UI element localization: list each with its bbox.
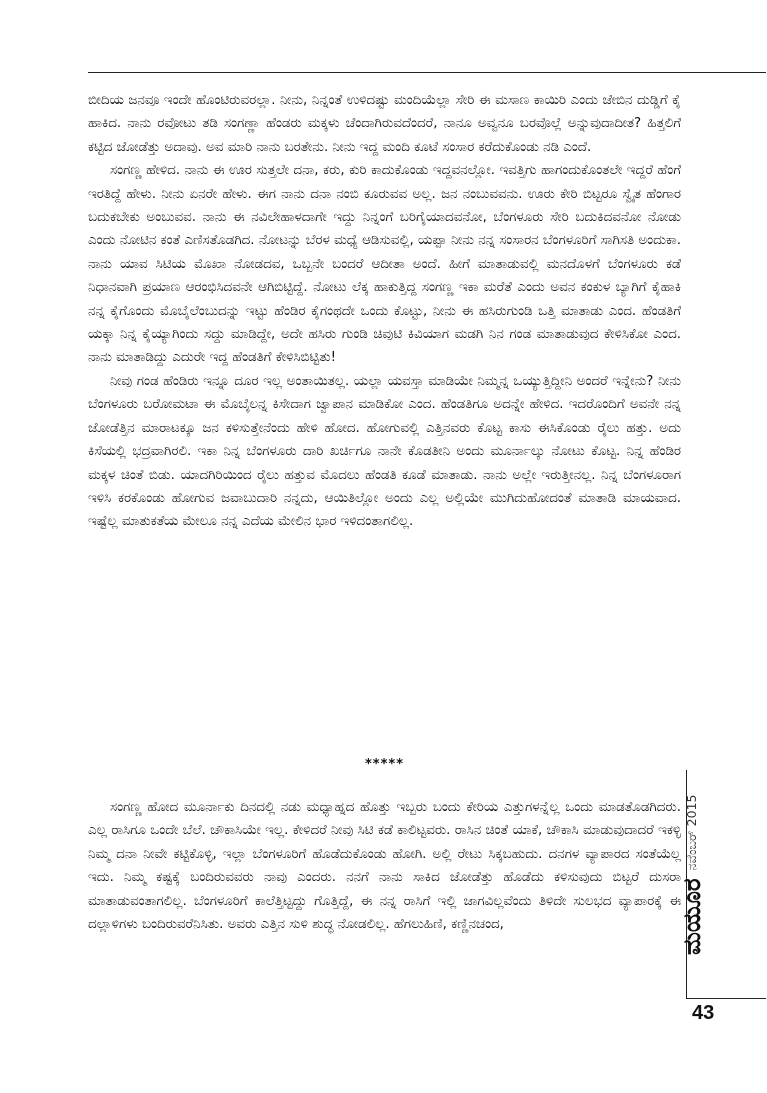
paragraph: ಸಂಗಣ್ಣ ಹೇಳಿದ. ನಾನು ಈ ಊರ ಸುತ್ತಲೇ ದನಾ, ಕರು, ಕುರಿ ಕಾದುಕೊಂಡು ಇದ್ದವನಲ್ಲೋ. ಇವತ್ತಿಗು ಹಾಗಂದುಕೊಂತಲೇ ಇದ್ದರೆ ಹೆಂಗೆ ಇರತಿದ್ದೆ ಹೇಳು. ನೀನು ಏನರೇ ಹೇಳು. ಈಗ ನಾನು ದನಾ ನಂಬಿ ಕೂರುವವ ಅಲ್ಲ. ಜನ ನಂಬುವವನು. ಊರು ಕೇರಿ ಬಿಟ್ಟರೂ ಸ್ವೈತ ಹೆಂಗಾರ ಬದುಕಬೇಕು ಅಂಬುವವ. ನಾನು ಈ ನವಿಲೇಹಾಳದಾಗೇ ಇದ್ದು ನಿನ್ನಂಗೆ ಬರಿಗೈಯಾದವನೋ, ಬೆಂಗಳೂರು ಸೇರಿ ಬದುಕಿದವನೋ ನೋಡು ಎಂದು ನೋಟಿನ ಕಂತೆ ಎಣಿಸತೊಡಗಿದ. ನೋಟನ್ನು ಬೆರಳ ಮಧ್ಯೆ ಆಡಿಸುವಲ್ಲಿ, ಯಪ್ಪಾ ನೀನು ನನ್ನ ಸಂಸಾರನ ಬೆಂಗಳೂರಿಗೆ ಸಾಗಿಸತಿ ಅಂದುಕಾ. ನಾನು ಯಾವ ಸಿಟಿಯ ಮೊಖಾ ನೋಡದವ, ಒಬ್ಬನೇ ಬಂದರೆ ಆದೀತಾ ಅಂದೆ. ಹೀಗೆ ಮಾತಾಡುವಲ್ಲಿ ಮನದೊಳಗೆ ಬೆಂಗಳೂರು ಕಡೆ ನಿಧಾನವಾಗಿ ಪ್ರಯಾಣ ಆರಂಭಿಸಿದವನೇ ಆಗಿಬಿಟ್ಟಿದ್ದೆ. ನೋಟು ಲೆಕ್ಕ ಹಾಕುತ್ತಿದ್ದ ಸಂಗಣ್ಣ ಇಕಾ ಮರೆತೆ ಎಂದು ಅವನ ಕಂಕುಳ ಬ್ಯಾಗಿಗೆ ಕೈಹಾಕಿ ನನ್ನ ಕೈಗೊಂದು ಮೊಬೈಲೆಂಬುದನ್ನು ಇಟ್ಟು ಹೆಂಡಿರ ಕೈಗಂಥದೇ ಒಂದು ಕೊಟ್ಟು, ನೀನು ಈ ಹಸಿರುಗುಂಡಿ ಒತ್ತಿ ಮಾತಾಡು ಎಂದ. ಹೆಂಡತಿಗೆ ಯಕ್ಕಾ ನಿನ್ನ ಕೈಯ್ಯಾಗಿಂದು ಸದ್ದು ಮಾಡಿದ್ದೇ, ಅದೇ ಹಸಿರು ಗುಂಡಿ ಚಿವುಟಿ ಕಿವಿಯಾಗ ಮಡಗಿ ನಿನ ಗಂಡ ಮಾತಾಡುವುದ ಕೇಳಿಸಿಕೋ ಎಂದ. ನಾನು ಮಾತಾಡಿದ್ದು ಎದುರೇ ಇದ್ದ ಹೆಂಡತಿಗೆ ಕೇಳಿಸಿಬಿಟ್ಟಿತು! (88, 163, 681, 366)
footer-rule (686, 998, 766, 999)
page-number: 43 (692, 1002, 715, 1024)
magazine-masthead (662, 794, 722, 955)
paragraph: ಸಂಗಣ್ಣ ಹೋದ ಮೂರ್ನಾಕು ದಿನದಲ್ಲಿ ನಡು ಮಧ್ಯಾಹ್ನದ ಹೊತ್ತು ಇಬ್ಬರು ಬಂದು ಕೇರಿಯ ಎತ್ತುಗಳನ್ನೆಲ್ಲ ಒಂದು ಮಾಡತೊಡಗಿದರು. ಎಲ್ಲ ರಾಸಿಗೂ ಒಂದೇ ಬೆಲೆ. ಚೌಕಾಸಿಯೇ ಇಲ್ಲ. ಕೇಳಿದರೆ ನೀವು ಸಿಟಿ ಕಡೆ ಕಾಲಿಟ್ಟವರು. ರಾಸಿನ ಚಿಂತೆ ಯಾಕೆ, ಚೌಕಾಸಿ ಮಾಡುವುದಾದರೆ ಇಕಳ್ಳಿ ನಿಮ್ಮ ದನಾ ನೀವೇ ಕಟ್ಟಿಕೊಳ್ಳಿ, ಇಲ್ಲಾ ಬೆಂಗಳೂರಿಗೆ ಹೊಡೆದುಕೊಂಡು ಹೋಗಿ. ಅಲ್ಲಿ ರೇಟು ಸಿಕ್ಕಬಹುದು. ದನಗಳ ವ್ಯಾಪಾರದ ಸಂತೆಯೆಲ್ಲ ಇದು. ನಿಮ್ಮ ಕಷ್ಟಕ್ಕೆ ಬಂದಿರುವವರು ನಾವು ಎಂದರು. ನನಗೆ ನಾನು ಸಾಕಿದ ಜೋಡೆತ್ತು ಹೊಡೆದು ಕಳಿಸುವುದು ಬಿಟ್ಟರೆ ದುಸರಾ ಮಾತಾಡುವಂತಾಗಲಿಲ್ಲ. ಬೆಂಗಳೂರಿಗೆ ಕಾಲೆತ್ತಿಟ್ಟದ್ದು ಗೊತ್ತಿದ್ದೆ, ಈ ನನ್ನ ರಾಸಿಗೆ ಇಲ್ಲಿ ಜಾಗವಿಲ್ಲವೆಂದು ತಿಳಿದೇ ಸುಲಭದ ವ್ಯಾಪಾರಕ್ಕೆ ಈ ದಲ್ಲಾಳಿಗಳು ಬಂದಿರುವರೆನಿಸಿತು. ಅವರು ಎತ್ತಿನ ಸುಳಿ ಶುದ್ಧ ನೋಡಲಿಲ್ಲ. ಹೆಗಲುಹಿಣಿ, ಕಣ್ಣಿನಚಂದ, (88, 800, 681, 933)
paragraph: ನೀವು ಗಂಡ ಹೆಂಡಿರು ಇನ್ನೂ ದೂರ ಇಲ್ಲ ಅಂತಾಯಿತಲ್ಲ. ಯಲ್ಲಾ ಯವಸ್ತಾ ಮಾಡಿಯೇ ನಿಮ್ಮನ್ನ ಒಯ್ಯುತ್ತಿದ್ದೀನಿ ಅಂದರೆ ಇನ್ನೇನು? ನೀನು ಬೆಂಗಳೂರು ಬರೋಮಟಾ ಈ ಮೊಬೈಲನ್ನ ಕಿಸೇದಾಗ ಜ್ವಾಪಾನ ಮಾಡಿಕೋ ಎಂದ. ಹೆಂಡತಿಗೂ ಅದನ್ನೇ ಹೇಳಿದ. ಇದರೊಂದಿಗೆ ಅವನೇ ನನ್ನ ಜೋಡೆತ್ತಿನ ಮಾರಾಟಕ್ಕೂ ಜನ ಕಳಿಸುತ್ತೇನೆಂದು ಹೇಳಿ ಹೋದ. ಹೋಗುವಲ್ಲಿ ಎತ್ತಿನವರು ಕೊಟ್ಟ ಕಾಸು ಈಸಿಕೊಂಡು ರೈಲು ಹತ್ತು. ಅದು ಕಿಸೆಯಲ್ಲಿ ಭದ್ರವಾಗಿರಲಿ. ಇಕಾ ನಿನ್ನ ಬೆಂಗಳೂರು ದಾರಿ ಖರ್ಚಿಗೂ ನಾನೇ ಕೊಡತೀನಿ ಅಂದು ಮೂರ್ನಾಲ್ಕು ನೋಟು ಕೊಟ್ಟ. ನಿನ್ನ ಹೆಂಡಿರ ಮಕ್ಕಳ ಚಿಂತೆ ಬಿಡು. ಯಾದಗಿರಿಯಿಂದ ರೈಲು ಹತ್ತುವ ಮೊದಲು ಹೆಂಡತಿ ಕೂಡೆ ಮಾತಾಡು. ನಾನು ಅಲ್ಲೇ ಇರುತ್ತೀನಲ್ಲ. ನಿನ್ನ ಬೆಂಗಳೂರಾಗ ಇಳಿಸಿ ಕರಕೊಂಡು ಹೋಗುವ ಜವಾಬುದಾರಿ ನನ್ನದು, ಆಯಿತಿಲ್ಲೋ ಅಂದು ಎಲ್ಲ ಅಲ್ಲಿಯೇ ಮುಗಿದುಹೋದಂತೆ ಮಾತಾಡಿ ಮಾಯವಾದ. ಇಷ್ಟೆಲ್ಲ ಮಾತುಕತೆಯ ಮೇಲೂ ನನ್ನ ಎದೆಯ ಮೇಲಿನ ಭಾರ ಇಳಿದಂತಾಗಲಿಲ್ಲ. (88, 373, 681, 530)
issue-date: ನವೆಂಬರ್ 2015 (684, 794, 699, 871)
magazine-name: ಮಯೂರ (678, 878, 706, 955)
paragraph: ಬೀದಿಯ ಜನವೂ ಇಂದೇ ಹೊಂಟಿರುವರಲ್ಲಾ. ನೀನು, ನಿನ್ನಂತೆ ಉಳಿದಷ್ಟು ಮಂದಿಯೆಲ್ಲಾ ಸೇರಿ ಈ ಮಸಾಣ ಕಾಯಿರಿ ಎಂದು ಜೇಬಿನ ದುಡ್ಡಿಗೆ ಕೈ ಹಾಕಿದ. ನಾನು ರವೋಟು ತಡಿ ಸಂಗಣ್ಣಾ ಹೆಂಡರು ಮಕ್ಕಳು ಚೆಂದಾಗಿರುವದೆಂದರೆ, ನಾನೂ ಅವ್ವನೂ ಬರವೊಲ್ಲೆ ಅನ್ನುವುದಾದೀತ? ಹಿತ್ತಲಿಗೆ ಕಟ್ಟಿದ ಜೋಡೆತ್ತು ಅದಾವು. ಅವ ಮಾರಿ ನಾನು ಬರತೇನು. ನೀನು ಇದ್ದ ಮಂದಿ ಕೂಟೆ ಸಂಸಾರ ಕರೆದುಕೊಂಡು ನಡಿ ಎಂದೆ. (88, 93, 681, 155)
section-separator: ***** (365, 757, 404, 772)
article-body-bottom (88, 796, 681, 936)
header-rule (88, 72, 766, 73)
article-body-top (88, 89, 681, 534)
